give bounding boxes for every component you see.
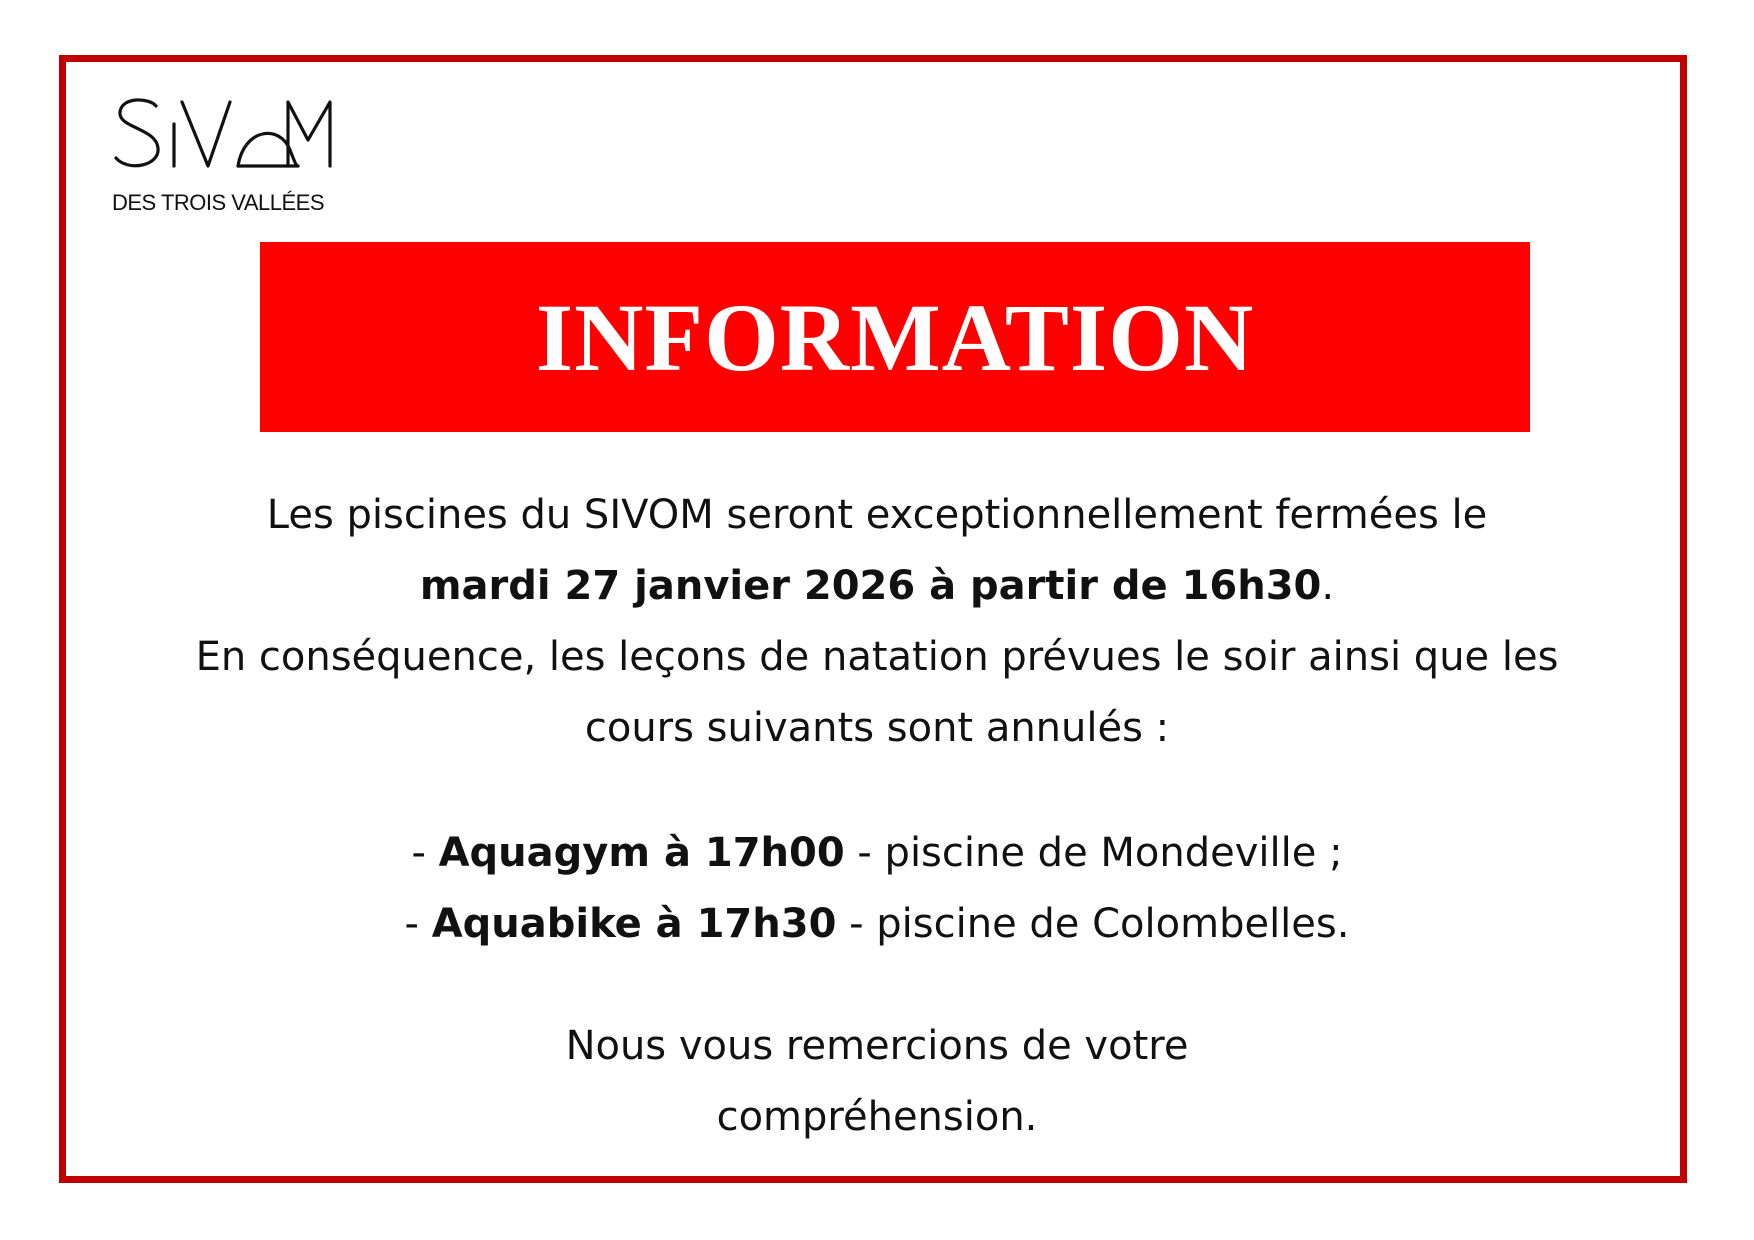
- course-location: - piscine de Colombelles.: [836, 901, 1350, 947]
- closing-message: [66, 1011, 1688, 1153]
- list-item-prefix: -: [411, 830, 439, 876]
- logo-subtitle: DES TROIS VALLÉES: [112, 190, 324, 215]
- sivom-logo: [112, 94, 342, 216]
- sivom-logo-mark: [112, 94, 342, 184]
- information-banner: [260, 242, 1530, 432]
- list-item: [66, 889, 1688, 960]
- course-name: Aquagym à 17h00: [438, 830, 845, 876]
- closure-date-period: .: [1321, 563, 1335, 609]
- announcement-line-2: [66, 551, 1688, 622]
- course-location: - piscine de Mondeville ;: [844, 830, 1343, 876]
- announcement-line-1: Les piscines du SIVOM seront exceptionnellement fermées le: [266, 492, 1488, 538]
- closure-date: mardi 27 janvier 2026 à partir de 16h30: [419, 563, 1322, 609]
- announcement-paragraph: [66, 480, 1688, 764]
- announcement-line-3: En conséquence, les leçons de natation prévues le soir ainsi que les: [195, 634, 1559, 680]
- banner-title: INFORMATION: [535, 283, 1255, 391]
- list-item-prefix: -: [404, 901, 432, 947]
- announcement-line-4: cours suivants sont annulés :: [584, 705, 1170, 751]
- course-name: Aquabike à 17h30: [431, 901, 837, 947]
- list-item: [66, 818, 1688, 889]
- cancelled-courses-list: [66, 818, 1688, 960]
- closing-line-1: Nous vous remercions de votre: [565, 1023, 1189, 1069]
- closing-line-2: compréhension.: [716, 1094, 1038, 1140]
